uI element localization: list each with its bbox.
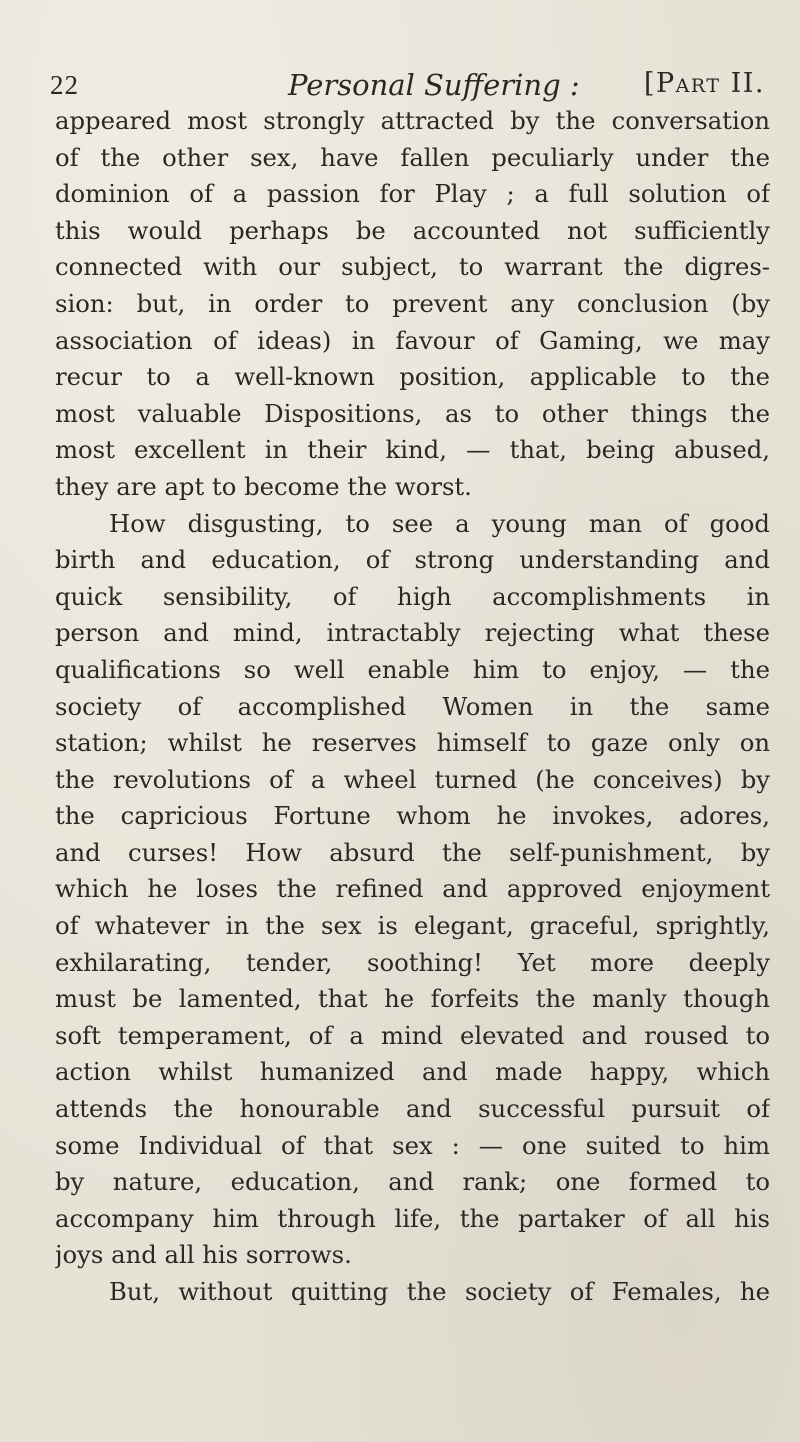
text-line: most valuable Dispositions, as to other things the bbox=[55, 398, 770, 428]
text-line: How disgusting, to see a young man of good bbox=[109, 508, 770, 538]
text-line: joys and all his sorrows. bbox=[55, 1240, 352, 1270]
text-line: this would perhaps be accounted not sufficiently bbox=[55, 215, 770, 245]
text-line: some Individual of that sex : — one suited to him bbox=[55, 1130, 770, 1160]
text-line: recur to a well-known position, applicable to the bbox=[55, 362, 770, 392]
page-number: 22 bbox=[50, 70, 79, 100]
running-title: Personal Suffering : bbox=[288, 68, 580, 102]
text-line: and curses! How absurd the self-punishment, by bbox=[55, 837, 770, 867]
text-line: the revolutions of a wheel turned (he conceives) by bbox=[55, 764, 770, 794]
text-line: soft temperament, of a mind elevated and roused to bbox=[55, 1020, 770, 1050]
text-line: association of ideas) in favour of Gaming, we may bbox=[55, 325, 770, 355]
text-line: birth and education, of strong understanding and bbox=[55, 545, 770, 575]
text-line: But, without quitting the society of Females, he bbox=[109, 1277, 770, 1306]
body-text bbox=[55, 103, 770, 1311]
text-line: which he loses the refined and approved enjoyment bbox=[55, 874, 770, 904]
text-line: sion: but, in order to prevent any conclusion (by bbox=[55, 288, 770, 318]
text-line: accompany him through life, the partaker of all his bbox=[55, 1203, 770, 1233]
text-line: dominion of a passion for Play ; a full solution of bbox=[55, 179, 770, 209]
text-line: quick sensibility, of high accomplishments in bbox=[55, 581, 770, 611]
text-line: connected with our subject, to warrant the digres- bbox=[55, 252, 770, 282]
text-line: qualifications so well enable him to enjoy, — the bbox=[55, 654, 770, 684]
text-line: society of accomplished Women in the same bbox=[55, 691, 770, 721]
text-line: the capricious Fortune whom he invokes, adores, bbox=[55, 801, 770, 831]
text-line: person and mind, intractably rejecting what these bbox=[55, 618, 770, 648]
text-line: of the other sex, have fallen peculiarly under the bbox=[55, 142, 770, 172]
text-line: they are apt to become the worst. bbox=[55, 471, 472, 501]
text-line: of whatever in the sex is elegant, graceful, sprightly, bbox=[55, 911, 770, 941]
text-line: exhilarating, tender, soothing! Yet more deeply bbox=[55, 947, 770, 977]
text-line: appeared most strongly attracted by the conversation bbox=[55, 106, 770, 135]
text-line: station; whilst he reserves himself to gaze only on bbox=[55, 728, 770, 758]
text-line: by nature, education, and rank; one formed to bbox=[55, 1167, 770, 1197]
section-marker: [Part II. bbox=[643, 68, 765, 99]
text-line: attends the honourable and successful pursuit of bbox=[55, 1094, 770, 1124]
text-line: must be lamented, that he forfeits the manly though bbox=[55, 984, 770, 1014]
text-line: action whilst humanized and made happy, which bbox=[55, 1057, 770, 1087]
text-line: most excellent in their kind, — that, being abused, bbox=[55, 435, 770, 465]
